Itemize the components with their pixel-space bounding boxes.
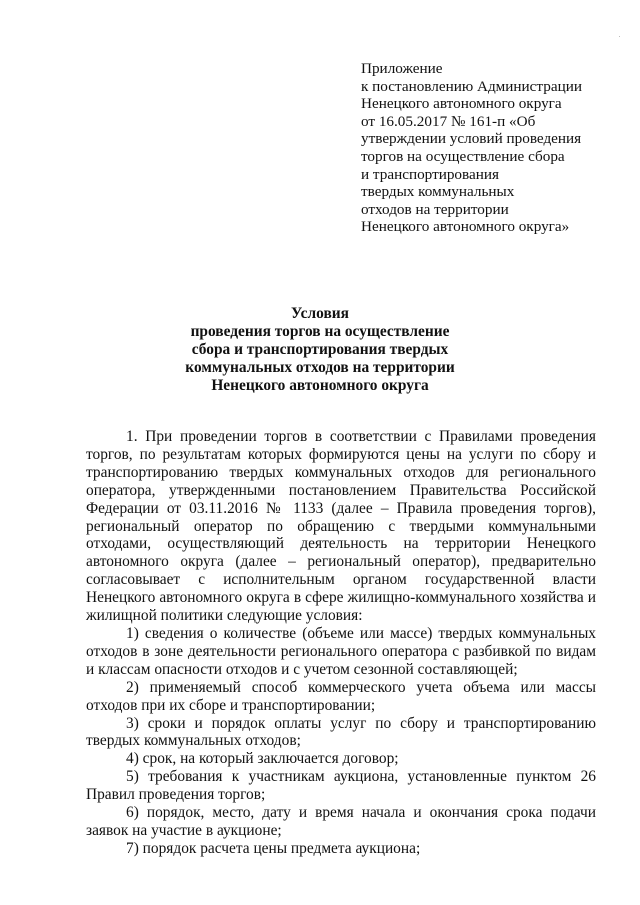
title-line: сбора и транспортирования твердых (191, 341, 449, 358)
appendix-line: Ненецкого автономного округа» (361, 218, 570, 236)
list-item-5: 5) требования к участникам аукциона, установленные пунктом 26 Правил проведения торгов; (86, 768, 596, 804)
appendix-line: твердых коммунальных (361, 183, 515, 201)
title-line: Условия (291, 305, 349, 322)
appendix-line: утверждении условий проведения (361, 130, 582, 148)
appendix-line: Приложение (361, 60, 443, 77)
appendix-line: к постановлению Администрации (361, 77, 582, 95)
list-item-6: 6) порядок, место, дату и время начала и окончания срока подачи заявок на участие в аукционе; (86, 804, 596, 839)
appendix-line: отходов на территории (361, 200, 509, 218)
document-body (86, 428, 596, 858)
scan-speck (619, 36, 620, 37)
appendix-line: Ненецкого автономного округа (361, 95, 562, 113)
list-item-7: 7) порядок расчета цены предмета аукциона; (126, 839, 421, 857)
list-item-3: 3) сроки и порядок оплаты услуг по сбору и транспортированию твердых коммунальных отходов; (86, 714, 596, 750)
paragraph-1: 1. При проведении торгов в соответствии с Правилами проведения торгов, по результатам которых формируются цены на услуги по сбору и транспортированию твердых коммунальных отходов для регионального оператора, утвержденными постановлением Правительства Российской Федерации от 03.11.2016 № 1133 (далее – Правила проведения торгов), региональный оператор по обращению с твердыми коммунальными отходами, осуществляющий деятельность на территории Ненецкого автономного округа (далее – региональный оператор), предварительно согласовывает с исполнительным органом государственной власти Ненецкого автономного округа в сфере жилищно-коммунального хозяйства и жилищной политики следующие условия: (86, 428, 596, 625)
list-item-1: 1) сведения о количестве (объеме или массе) твердых коммунальных отходов в зоне деятельности регионального оператора с разбивкой по видам и классам опасности отходов и с учетом сезонной составляющей; (86, 624, 596, 678)
appendix-line: и транспортирования (361, 165, 499, 183)
title-line: коммунальных отходов на территории (185, 359, 455, 376)
document-title (150, 305, 490, 395)
appendix-line: торгов на осуществление сбора (361, 147, 565, 165)
appendix-line: от 16.05.2017 № 161-п «Об (361, 112, 536, 130)
title-line: проведения торгов на осуществление (190, 323, 450, 340)
title-line: Ненецкого автономного округа (211, 377, 429, 394)
list-item-4: 4) срок, на который заключается договор; (126, 750, 399, 768)
appendix-header (361, 60, 611, 236)
list-item-2: 2) применяемый способ коммерческого учета объема или массы отходов при их сборе и транспортировании; (86, 678, 596, 714)
